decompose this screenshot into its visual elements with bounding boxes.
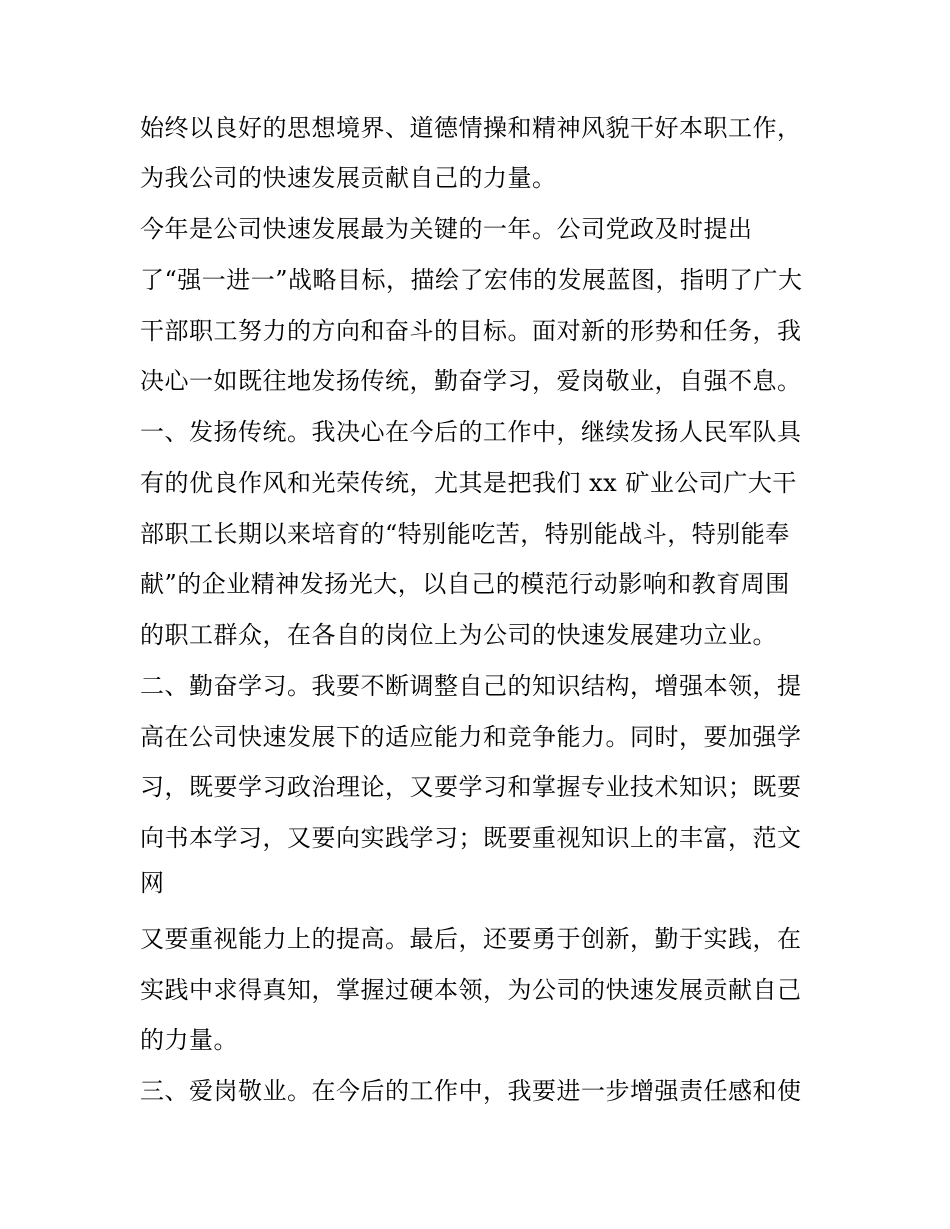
text-line-9: 部职工长期以来培育的“特别能吃苦，特别能战斗，特别能奉 — [140, 520, 790, 548]
text-line-5: 干部职工努力的方向和奋斗的目标。面对新的形势和任务，我 — [140, 317, 802, 345]
text-line-19: 的力量。 — [140, 1026, 238, 1054]
text-line-7: 一、发扬传统。我决心在今后的工作中，继续发扬人民军队具 — [140, 418, 802, 446]
text-line-1: 始终以良好的思想境界、道德情操和精神风貌干好本职工作， — [140, 114, 802, 142]
text-line-13: 高在公司快速发展下的适应能力和竞争能力。同时，要加强学 — [140, 723, 802, 751]
text-line-14: 习，既要学习政治理论，又要学习和掌握专业技术知识；既要 — [140, 773, 802, 801]
text-line-11: 的职工群众，在各自的岗位上为公司的快速发展建功立业。 — [140, 621, 777, 649]
text-line-15: 向书本学习，又要向实践学习；既要重视知识上的丰富，范文 — [140, 824, 802, 852]
text-line-8: 有的优良作风和光荣传统，尤其是把我们 xx 矿业公司广大干 — [140, 469, 797, 497]
text-line-10: 献”的企业精神发扬光大，以自己的模范行动影响和教育周围 — [140, 570, 790, 598]
text-line-12: 二、勤奋学习。我要不断调整自己的知识结构，增强本领，提 — [140, 672, 802, 700]
text-line-18: 实践中求得真知，掌握过硬本领，为公司的快速发展贡献自己 — [140, 976, 802, 1004]
text-line-6: 决心一如既往地发扬传统，勤奋学习，爱岗敬业，自强不息。 — [140, 367, 802, 395]
text-line-17: 又要重视能力上的提高。最后，还要勇于创新，勤于实践，在 — [140, 925, 802, 953]
text-line-2: 为我公司的快速发展贡献自己的力量。 — [140, 164, 557, 192]
text-line-20: 三、爱岗敬业。在今后的工作中，我要进一步增强责任感和使 — [140, 1077, 802, 1105]
text-line-16: 网 — [140, 869, 165, 897]
text-line-3: 今年是公司快速发展最为关键的一年。公司党政及时提出 — [140, 215, 753, 243]
text-line-4: 了“强一进一”战略目标，描绘了宏伟的发展蓝图，指明了广大 — [140, 266, 803, 294]
